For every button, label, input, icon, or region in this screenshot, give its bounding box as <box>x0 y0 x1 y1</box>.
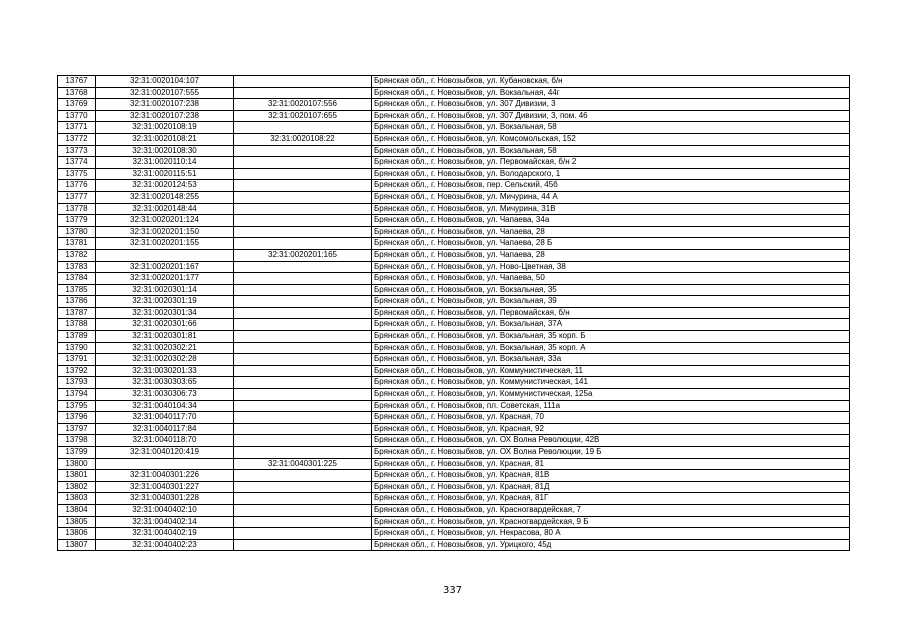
related-cadastral-number-cell <box>234 365 372 377</box>
related-cadastral-number-cell <box>234 447 372 459</box>
row-number-cell: 13771 <box>58 122 96 134</box>
table-row <box>58 400 850 412</box>
table-row <box>58 412 850 424</box>
table-row <box>58 470 850 482</box>
cadastral-number-cell <box>96 458 234 470</box>
cadastral-number-cell: 32:31:0020107:238 <box>96 110 234 122</box>
row-number-cell: 13806 <box>58 528 96 540</box>
row-number-cell: 13774 <box>58 157 96 169</box>
related-cadastral-number-cell <box>234 481 372 493</box>
row-number-cell: 13790 <box>58 342 96 354</box>
address-cell: Брянская обл., г. Новозыбков, ул. Первомайская, б/н 2 <box>372 157 850 169</box>
address-cell: Брянская обл., г. Новозыбков, пл. Советская, 111а <box>372 400 850 412</box>
table-row <box>58 168 850 180</box>
related-cadastral-number-cell <box>234 470 372 482</box>
address-cell: Брянская обл., г. Новозыбков, ул. Первомайская, б/н <box>372 307 850 319</box>
related-cadastral-number-cell <box>234 412 372 424</box>
table-row <box>58 203 850 215</box>
table-row <box>58 389 850 401</box>
related-cadastral-number-cell: 32:31:0040301:225 <box>234 458 372 470</box>
related-cadastral-number-cell <box>234 261 372 273</box>
cadastral-number-cell: 32:31:0020108:19 <box>96 122 234 134</box>
table-row <box>58 87 850 99</box>
address-cell: Брянская обл., г. Новозыбков, ул. Коммунистическая, 11 <box>372 365 850 377</box>
address-cell: Брянская обл., г. Новозыбков, ул. Красная, 81В <box>372 470 850 482</box>
cadastral-number-cell: 32:31:0040402:10 <box>96 504 234 516</box>
address-cell: Брянская обл., г. Новозыбков, ул. Вокзальная, 58 <box>372 122 850 134</box>
related-cadastral-number-cell <box>234 191 372 203</box>
address-cell: Брянская обл., г. Новозыбков, ул. Вокзальная, 35 корп. А <box>372 342 850 354</box>
address-cell: Брянская обл., г. Новозыбков, ул. Красная, 81Д <box>372 481 850 493</box>
table-row <box>58 365 850 377</box>
related-cadastral-number-cell <box>234 157 372 169</box>
cadastral-number-cell: 32:31:0020201:155 <box>96 238 234 250</box>
related-cadastral-number-cell <box>234 516 372 528</box>
address-cell: Брянская обл., г. Новозыбков, ул. Красная, 81Г <box>372 493 850 505</box>
address-cell: Брянская обл., г. Новозыбков, ул. Мичурина, 31В <box>372 203 850 215</box>
related-cadastral-number-cell <box>234 238 372 250</box>
row-number-cell: 13793 <box>58 377 96 389</box>
row-number-cell: 13783 <box>58 261 96 273</box>
cadastral-number-cell: 32:31:0020148:255 <box>96 191 234 203</box>
address-cell: Брянская обл., г. Новозыбков, ул. Чапаева, 34а <box>372 215 850 227</box>
cadastral-number-cell: 32:31:0020110:14 <box>96 157 234 169</box>
related-cadastral-number-cell <box>234 423 372 435</box>
related-cadastral-number-cell <box>234 122 372 134</box>
table-row <box>58 423 850 435</box>
table-row <box>58 493 850 505</box>
address-cell: Брянская обл., г. Новозыбков, ул. Чапаева, 28 Б <box>372 238 850 250</box>
row-number-cell: 13807 <box>58 539 96 551</box>
address-cell: Брянская обл., г. Новозыбков, ул. 307 Дивизии, 3, пом. 46 <box>372 110 850 122</box>
related-cadastral-number-cell <box>234 145 372 157</box>
table-row <box>58 284 850 296</box>
address-cell: Брянская обл., г. Новозыбков, ул. Некрасова, 80 А <box>372 528 850 540</box>
row-number-cell: 13770 <box>58 110 96 122</box>
related-cadastral-number-cell <box>234 493 372 505</box>
cadastral-number-cell: 32:31:0020201:124 <box>96 215 234 227</box>
row-number-cell: 13786 <box>58 296 96 308</box>
address-cell: Брянская обл., г. Новозыбков, ул. Коммунистическая, 141 <box>372 377 850 389</box>
cadastral-number-cell: 32:31:0020107:238 <box>96 99 234 111</box>
table-row <box>58 180 850 192</box>
row-number-cell: 13789 <box>58 331 96 343</box>
related-cadastral-number-cell <box>234 307 372 319</box>
cadastral-number-cell: 32:31:0020124:53 <box>96 180 234 192</box>
table-body <box>58 76 850 551</box>
table-row <box>58 377 850 389</box>
row-number-cell: 13769 <box>58 99 96 111</box>
cadastral-number-cell: 32:31:0020148:44 <box>96 203 234 215</box>
address-cell: Брянская обл., г. Новозыбков, ул. Вокзальная, 58 <box>372 145 850 157</box>
cadastral-number-cell: 32:31:0030306:73 <box>96 389 234 401</box>
table-row <box>58 76 850 88</box>
row-number-cell: 13797 <box>58 423 96 435</box>
cadastral-number-cell: 32:31:0040402:23 <box>96 539 234 551</box>
cadastral-number-cell: 32:31:0020107:555 <box>96 87 234 99</box>
row-number-cell: 13782 <box>58 249 96 261</box>
address-cell: Брянская обл., г. Новозыбков, ул. Вокзальная, 39 <box>372 296 850 308</box>
address-cell: Брянская обл., г. Новозыбков, ул. Володарского, 1 <box>372 168 850 180</box>
cadastral-number-cell: 32:31:0040301:226 <box>96 470 234 482</box>
row-number-cell: 13799 <box>58 447 96 459</box>
related-cadastral-number-cell: 32:31:0020201:165 <box>234 249 372 261</box>
table-row <box>58 191 850 203</box>
table-row <box>58 215 850 227</box>
address-cell: Брянская обл., г. Новозыбков, ул. Вокзальная, 44г <box>372 87 850 99</box>
cadastral-number-cell: 32:31:0020201:150 <box>96 226 234 238</box>
related-cadastral-number-cell <box>234 319 372 331</box>
cadastral-number-cell: 32:31:0040301:228 <box>96 493 234 505</box>
row-number-cell: 13792 <box>58 365 96 377</box>
row-number-cell: 13805 <box>58 516 96 528</box>
related-cadastral-number-cell <box>234 435 372 447</box>
table-row <box>58 249 850 261</box>
address-cell: Брянская обл., г. Новозыбков, ул. Урицкого, 45д <box>372 539 850 551</box>
cadastral-number-cell: 32:31:0020301:34 <box>96 307 234 319</box>
address-cell: Брянская обл., г. Новозыбков, ул. ОХ Волна Революции, 19 Б <box>372 447 850 459</box>
address-cell: Брянская обл., г. Новозыбков, ул. Красная, 92 <box>372 423 850 435</box>
row-number-cell: 13781 <box>58 238 96 250</box>
row-number-cell: 13791 <box>58 354 96 366</box>
related-cadastral-number-cell <box>234 539 372 551</box>
table-row <box>58 261 850 273</box>
row-number-cell: 13795 <box>58 400 96 412</box>
cadastral-number-cell: 32:31:0020201:177 <box>96 273 234 285</box>
table-row <box>58 539 850 551</box>
cadastral-number-cell: 32:31:0030303:65 <box>96 377 234 389</box>
cadastral-number-cell: 32:31:0040402:14 <box>96 516 234 528</box>
row-number-cell: 13803 <box>58 493 96 505</box>
table-row <box>58 157 850 169</box>
cadastral-number-cell: 32:31:0020301:66 <box>96 319 234 331</box>
table-row <box>58 354 850 366</box>
row-number-cell: 13780 <box>58 226 96 238</box>
cadastral-number-cell: 32:31:0020302:21 <box>96 342 234 354</box>
table-row <box>58 481 850 493</box>
row-number-cell: 13779 <box>58 215 96 227</box>
cadastral-number-cell: 32:31:0020108:30 <box>96 145 234 157</box>
related-cadastral-number-cell <box>234 342 372 354</box>
related-cadastral-number-cell <box>234 284 372 296</box>
table-row <box>58 238 850 250</box>
table-row <box>58 319 850 331</box>
table-row <box>58 458 850 470</box>
row-number-cell: 13767 <box>58 76 96 88</box>
page-number: 337 <box>442 585 463 596</box>
address-cell: Брянская обл., г. Новозыбков, ул. Вокзальная, 35 корп. Б <box>372 331 850 343</box>
related-cadastral-number-cell <box>234 168 372 180</box>
cadastral-number-cell: 32:31:0040117:70 <box>96 412 234 424</box>
related-cadastral-number-cell: 32:31:0020107:556 <box>234 99 372 111</box>
row-number-cell: 13772 <box>58 133 96 145</box>
table-row <box>58 307 850 319</box>
related-cadastral-number-cell: 32:31:0020108:22 <box>234 133 372 145</box>
cadastral-number-cell: 32:31:0020301:14 <box>96 284 234 296</box>
row-number-cell: 13768 <box>58 87 96 99</box>
row-number-cell: 13804 <box>58 504 96 516</box>
row-number-cell: 13794 <box>58 389 96 401</box>
table-row <box>58 342 850 354</box>
table-row <box>58 226 850 238</box>
row-number-cell: 13800 <box>58 458 96 470</box>
address-cell: Брянская обл., г. Новозыбков, пер. Сельский, 45б <box>372 180 850 192</box>
address-cell: Брянская обл., г. Новозыбков, ул. Мичурина, 44 А <box>372 191 850 203</box>
row-number-cell: 13802 <box>58 481 96 493</box>
cadastral-number-cell: 32:31:0020201:167 <box>96 261 234 273</box>
cadastral-number-cell: 32:31:0040301:227 <box>96 481 234 493</box>
row-number-cell: 13785 <box>58 284 96 296</box>
cadastral-number-cell: 32:31:0020302:28 <box>96 354 234 366</box>
cadastral-number-cell: 32:31:0030201:33 <box>96 365 234 377</box>
related-cadastral-number-cell <box>234 87 372 99</box>
address-cell: Брянская обл., г. Новозыбков, ул. ОХ Волна Революции, 42В <box>372 435 850 447</box>
cadastral-number-cell: 32:31:0040117:84 <box>96 423 234 435</box>
cadastral-number-cell: 32:31:0020301:81 <box>96 331 234 343</box>
address-cell: Брянская обл., г. Новозыбков, ул. Красная, 70 <box>372 412 850 424</box>
table-row <box>58 504 850 516</box>
table-row <box>58 435 850 447</box>
table-row <box>58 99 850 111</box>
related-cadastral-number-cell <box>234 354 372 366</box>
row-number-cell: 13801 <box>58 470 96 482</box>
table-row <box>58 447 850 459</box>
address-cell: Брянская обл., г. Новозыбков, ул. Чапаева, 28 <box>372 226 850 238</box>
cadastral-number-cell: 32:31:0020301:19 <box>96 296 234 308</box>
related-cadastral-number-cell <box>234 215 372 227</box>
cadastral-number-cell: 32:31:0040104:34 <box>96 400 234 412</box>
cadastral-number-cell: 32:31:0040120:419 <box>96 447 234 459</box>
table-row <box>58 331 850 343</box>
address-cell: Брянская обл., г. Новозыбков, ул. Чапаева, 28 <box>372 249 850 261</box>
related-cadastral-number-cell <box>234 226 372 238</box>
address-cell: Брянская обл., г. Новозыбков, ул. Чапаева, 50 <box>372 273 850 285</box>
address-cell: Брянская обл., г. Новозыбков, ул. Вокзальная, 35 <box>372 284 850 296</box>
row-number-cell: 13773 <box>58 145 96 157</box>
table-row <box>58 133 850 145</box>
table-row <box>58 110 850 122</box>
cadastral-number-cell: 32:31:0020115:51 <box>96 168 234 180</box>
related-cadastral-number-cell <box>234 528 372 540</box>
address-cell: Брянская обл., г. Новозыбков, ул. Кубановская, б/н <box>372 76 850 88</box>
table-row <box>58 528 850 540</box>
table-row <box>58 145 850 157</box>
address-cell: Брянская обл., г. Новозыбков, ул. Коммунистическая, 125а <box>372 389 850 401</box>
related-cadastral-number-cell <box>234 273 372 285</box>
related-cadastral-number-cell <box>234 389 372 401</box>
related-cadastral-number-cell <box>234 331 372 343</box>
related-cadastral-number-cell <box>234 180 372 192</box>
row-number-cell: 13787 <box>58 307 96 319</box>
address-cell: Брянская обл., г. Новозыбков, ул. Вокзальная, 33а <box>372 354 850 366</box>
cadastral-number-cell: 32:31:0040402:19 <box>96 528 234 540</box>
address-cell: Брянская обл., г. Новозыбков, ул. 307 Дивизии, 3 <box>372 99 850 111</box>
cadastral-number-cell: 32:31:0020108:21 <box>96 133 234 145</box>
row-number-cell: 13784 <box>58 273 96 285</box>
address-cell: Брянская обл., г. Новозыбков, ул. Красногвардейская, 9 Б <box>372 516 850 528</box>
address-cell: Брянская обл., г. Новозыбков, ул. Красная, 81 <box>372 458 850 470</box>
row-number-cell: 13796 <box>58 412 96 424</box>
address-cell: Брянская обл., г. Новозыбков, ул. Красногвардейская, 7 <box>372 504 850 516</box>
related-cadastral-number-cell <box>234 76 372 88</box>
property-register-table <box>57 75 850 551</box>
row-number-cell: 13775 <box>58 168 96 180</box>
related-cadastral-number-cell <box>234 504 372 516</box>
related-cadastral-number-cell <box>234 400 372 412</box>
row-number-cell: 13776 <box>58 180 96 192</box>
address-cell: Брянская обл., г. Новозыбков, ул. Вокзальная, 37А <box>372 319 850 331</box>
address-cell: Брянская обл., г. Новозыбков, ул. Ново-Цветная, 38 <box>372 261 850 273</box>
row-number-cell: 13778 <box>58 203 96 215</box>
row-number-cell: 13777 <box>58 191 96 203</box>
cadastral-number-cell: 32:31:0020104:107 <box>96 76 234 88</box>
row-number-cell: 13798 <box>58 435 96 447</box>
table-row <box>58 122 850 134</box>
related-cadastral-number-cell: 32:31:0020107:655 <box>234 110 372 122</box>
address-cell: Брянская обл., г. Новозыбков, ул. Комсомольская, 152 <box>372 133 850 145</box>
table-row <box>58 516 850 528</box>
related-cadastral-number-cell <box>234 377 372 389</box>
table-row <box>58 296 850 308</box>
cadastral-number-cell <box>96 249 234 261</box>
cadastral-number-cell: 32:31:0040118:70 <box>96 435 234 447</box>
related-cadastral-number-cell <box>234 203 372 215</box>
related-cadastral-number-cell <box>234 296 372 308</box>
row-number-cell: 13788 <box>58 319 96 331</box>
table-row <box>58 273 850 285</box>
